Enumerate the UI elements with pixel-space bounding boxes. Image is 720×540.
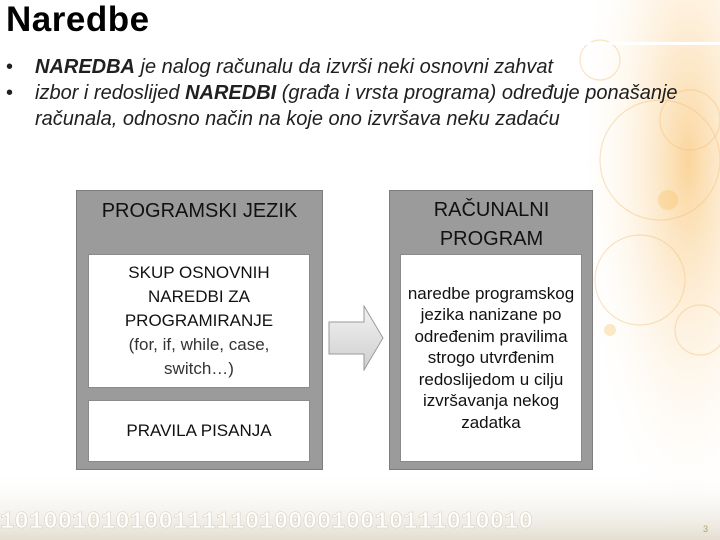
title-divider — [0, 42, 720, 45]
binary-footer-decoration — [0, 490, 720, 540]
commands-card-examples: (for, if, while, case, switch…) — [128, 335, 270, 378]
bullet-item — [6, 80, 696, 132]
bullet-marker: • — [6, 82, 14, 104]
bullet-item — [6, 54, 696, 80]
program-definition-text: naredbe programskog jezika nanizane po određenim pravilima strogo utvrđenim redoslijedom u cilju izvršavanja nekog zadatka — [407, 283, 575, 432]
left-panel-programming-language — [76, 190, 323, 470]
bullet-text: je nalog računalu da izvrši neki osnovni zahvat — [135, 56, 554, 78]
bullet-bold-term: NAREDBI — [185, 82, 277, 104]
left-panel-heading: PROGRAMSKI JEZIK — [101, 200, 298, 222]
slide-number: 3 — [702, 524, 708, 534]
arrow-right-icon — [328, 305, 384, 371]
slide-title: Naredbe — [6, 0, 150, 39]
binary-strip-text: 1010010101001111101000010010111010010 — [0, 509, 533, 536]
bullet-marker: • — [6, 56, 14, 78]
bullet-text: (građa i vrsta programa) određuje ponašanje računala, odnosno način na koje ono izvršava neku zadaću — [35, 82, 678, 130]
bullet-prefix: izbor i redoslijed — [35, 82, 186, 104]
right-panel-computer-program — [389, 190, 593, 470]
commands-card-title: SKUP OSNOVNIH NAREDBI ZA PROGRAMIRANJE — [124, 263, 274, 330]
bullet-list — [6, 54, 696, 132]
bullet-bold-term: NAREDBA — [35, 56, 135, 78]
commands-card — [88, 254, 310, 388]
right-panel-heading: RAČUNALNI PROGRAM — [433, 199, 550, 250]
program-definition-card — [400, 254, 582, 462]
writing-rules-label: PRAVILA PISANJA — [126, 421, 272, 440]
writing-rules-card — [88, 400, 310, 462]
